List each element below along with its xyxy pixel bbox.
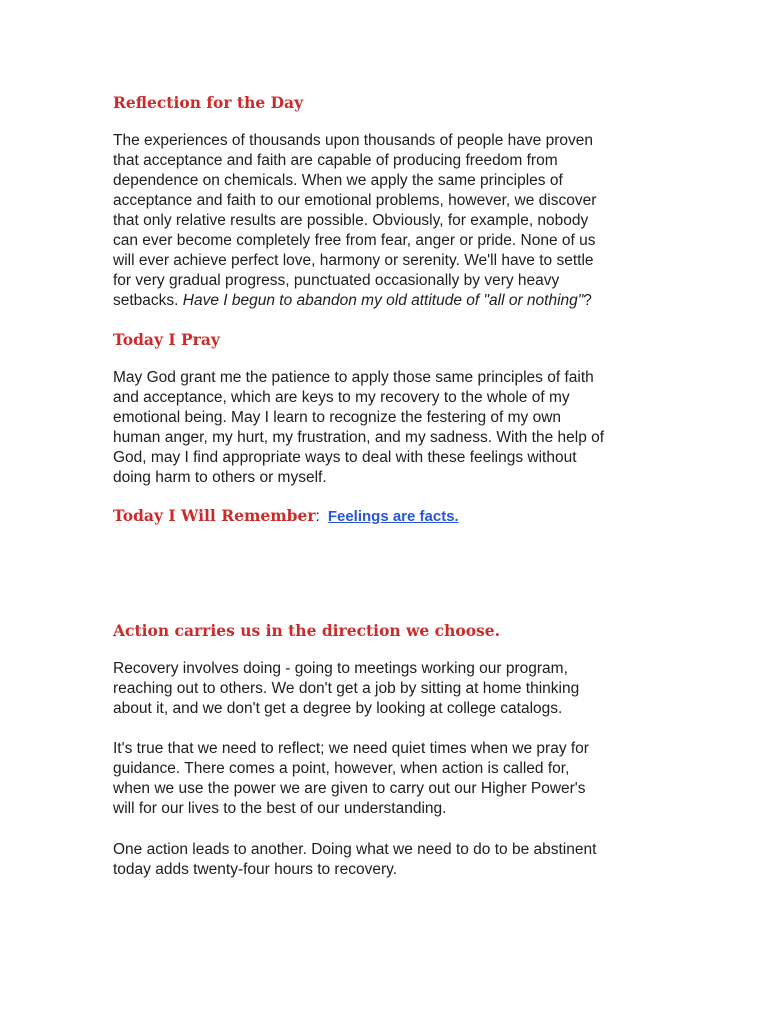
- text-line: reaching out to others. We don't get a job by sitting at home thinking: [113, 680, 580, 697]
- pray-paragraph: [113, 368, 658, 488]
- text-line: that only relative results are possible. Obviously, for example, nobody: [113, 212, 589, 229]
- text-segment: setbacks.: [113, 292, 183, 309]
- remember-heading: Today I Will Remember: [113, 506, 316, 525]
- text-line: for very gradual progress, punctuated occasionally by very heavy: [113, 272, 560, 289]
- action-heading: Action carries us in the direction we choose.: [113, 621, 501, 640]
- text-line: The experiences of thousands upon thousands of people have proven: [113, 132, 593, 149]
- text-line: Recovery involves doing - going to meetings working our program,: [113, 660, 568, 677]
- reflection-paragraph: [113, 131, 658, 311]
- feelings-link[interactable]: Feelings are facts.: [327, 508, 459, 525]
- text-line: today adds twenty-four hours to recovery.: [113, 861, 398, 878]
- text-line: when we use the power we are given to carry out our Higher Power's: [113, 780, 586, 797]
- text-line: May God grant me the patience to apply those same principles of faith: [113, 369, 594, 386]
- text-line: doing harm to others or myself.: [113, 469, 327, 486]
- reflection-heading: Reflection for the Day: [113, 93, 304, 112]
- pray-heading: Today I Pray: [113, 330, 220, 349]
- remember-row: [113, 506, 459, 527]
- text-line: dependence on chemicals. When we apply the same principles of: [113, 172, 563, 189]
- action-paragraph-3: [113, 840, 658, 880]
- action-paragraph-2: [113, 739, 658, 819]
- text-line: God, may I find appropriate ways to deal with these feelings without: [113, 449, 577, 466]
- text-line: will ever achieve perfect love, harmony or serenity. We'll have to settle: [113, 252, 594, 269]
- text-line: that acceptance and faith are capable of producing freedom from: [113, 152, 558, 169]
- text-line: [113, 291, 658, 311]
- text-line: acceptance and faith to our emotional problems, however, we discover: [113, 192, 597, 209]
- italic-question: Have I begun to abandon my old attitude of "all or nothing": [182, 292, 584, 309]
- text-line: about it, and we don't get a degree by looking at college catalogs.: [113, 700, 563, 717]
- text-line: and acceptance, which are keys to my recovery to the whole of my: [113, 389, 570, 406]
- text-line: can ever become completely free from fear, anger or pride. None of us: [113, 232, 596, 249]
- text-line: One action leads to another. Doing what we need to do to be abstinent: [113, 841, 597, 858]
- text-line: It's true that we need to reflect; we need quiet times when we pray for: [113, 740, 589, 757]
- text-segment: ?: [583, 292, 592, 309]
- text-line: guidance. There comes a point, however, when action is called for,: [113, 760, 570, 777]
- text-line: will for our lives to the best of our understanding.: [113, 800, 447, 817]
- remember-colon: :: [315, 508, 320, 525]
- text-line: human anger, my hurt, my frustration, and my sadness. With the help of: [113, 429, 605, 446]
- text-line: emotional being. May I learn to recognize the festering of my own: [113, 409, 562, 426]
- action-paragraph-1: [113, 659, 658, 719]
